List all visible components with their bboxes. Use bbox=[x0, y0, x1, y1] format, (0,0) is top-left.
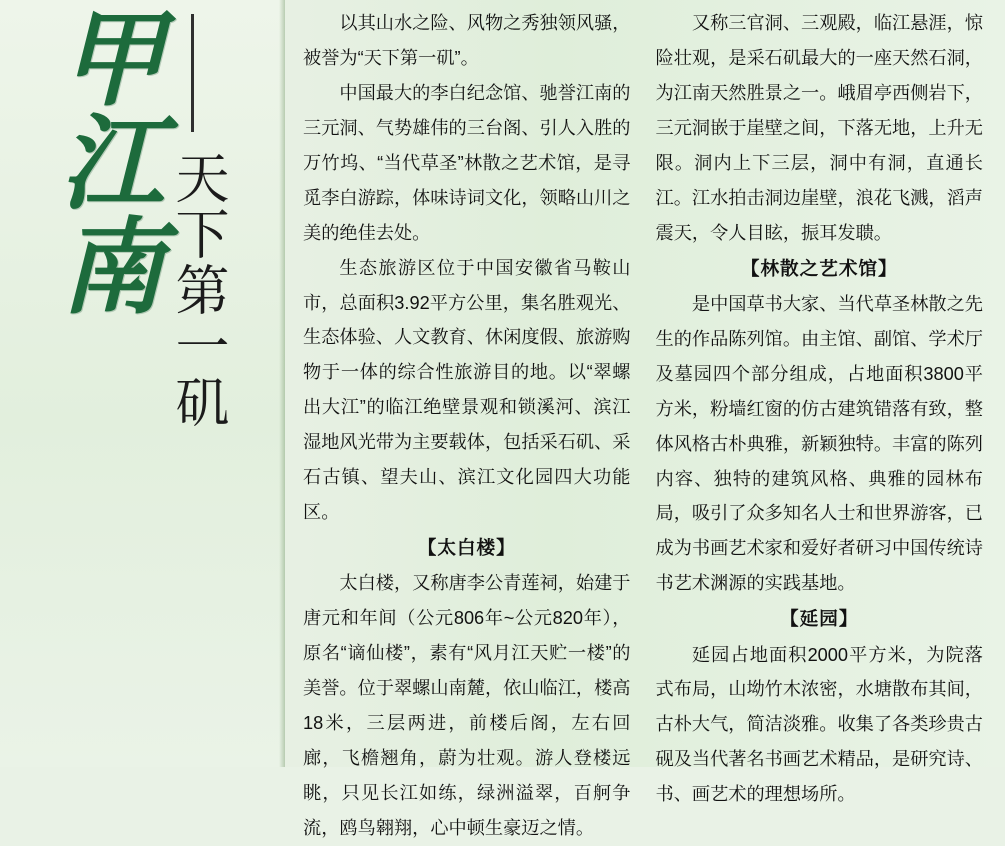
section-heading-yanyuan: 【延园】 bbox=[780, 608, 859, 630]
column-middle bbox=[291, 4, 644, 838]
paragraph: 中国最大的李白纪念馆、驰誉江南的三元洞、气势雄伟的三台阁、引人入胜的万竹坞、“当代草圣”林散之艺术馆，是寻觅李白游踪，体味诗词文化，领略山川之美的绝佳去处。 bbox=[303, 82, 631, 243]
page-subtitle: 天下第一矶 bbox=[168, 150, 228, 430]
paragraph: 生态旅游区位于中国安徽省马鞍山市，总面积3.92平方公里，集名胜观光、生态体验、人文教育、休闲度假、旅游购物于一体的综合性旅游目的地。以“翠螺出大江”的临江绝壁景观和锁溪河、滨江湿地风光带为主要载体，包括采石矶、采石古镇、望夫山、滨江文化园四大功能区。 bbox=[303, 257, 631, 523]
column-right bbox=[644, 4, 996, 805]
paragraph: 是中国草书大家、当代草圣林散之先生的作品陈列馆。由主馆、副馆、学术厅及墓园四个部分组成，占地面积3800平方米，粉墙红窗的仿古建筑错落有致，整体风格古朴典雅，新颖独特。丰富的陈列内容、独特的建筑风格、典雅的园林布局，吸引了众多知名人士和世界游客，已成为书画艺术家和爱好者研习中国传统诗书艺术渊源的实践基地。 bbox=[655, 293, 983, 594]
section-heading-linsanzhi: 【林散之艺术馆】 bbox=[740, 257, 898, 279]
text-columns bbox=[285, 0, 1005, 838]
paragraph: 又称三官洞、三观殿，临江悬涯，惊险壮观，是采石矶最大的一座天然石洞，为江南天然胜景之一。峨眉亭西侧岩下，三元洞嵌于崖壁之间，下落无地，上升无限。洞内上下三层，洞中有洞，直通长江。江水拍击洞边崖壁，浪花飞溅，滔声震天，令人目眩，振耳发聩。 bbox=[655, 13, 983, 243]
section-heading-taibailou: 【太白楼】 bbox=[417, 537, 516, 559]
page-title: 甲江南 bbox=[44, 4, 159, 316]
title-panel bbox=[0, 0, 285, 767]
paragraph: 延园占地面积2000平方米，为院落式布局，山坳竹木浓密，水塘散布其间，古朴大气，简洁淡雅。收集了各类珍贵古砚及当代著名书画艺术精品，是研究诗、书、画艺术的理想场所。 bbox=[655, 644, 983, 805]
paragraph: 太白楼，又称唐李公青莲祠，始建于唐元和年间（公元806年~公元820年），原名“谪仙楼”，素有“风月江天贮一楼”的美誉。位于翠螺山南麓，依山临江，楼高18米，三层两进，前楼后阁，左右回廊，飞檐翘角，蔚为壮观。游人登楼远眺，只见长江如练，绿洲溢翠，百舸争流，鸥鸟翱翔，心中顿生豪迈之情。 bbox=[303, 573, 631, 838]
title-divider-rule bbox=[191, 14, 194, 132]
paragraph: 以其山水之险、风物之秀独领风骚，被誉为“天下第一矶”。 bbox=[303, 13, 631, 68]
panel-edge-shade bbox=[279, 0, 285, 767]
